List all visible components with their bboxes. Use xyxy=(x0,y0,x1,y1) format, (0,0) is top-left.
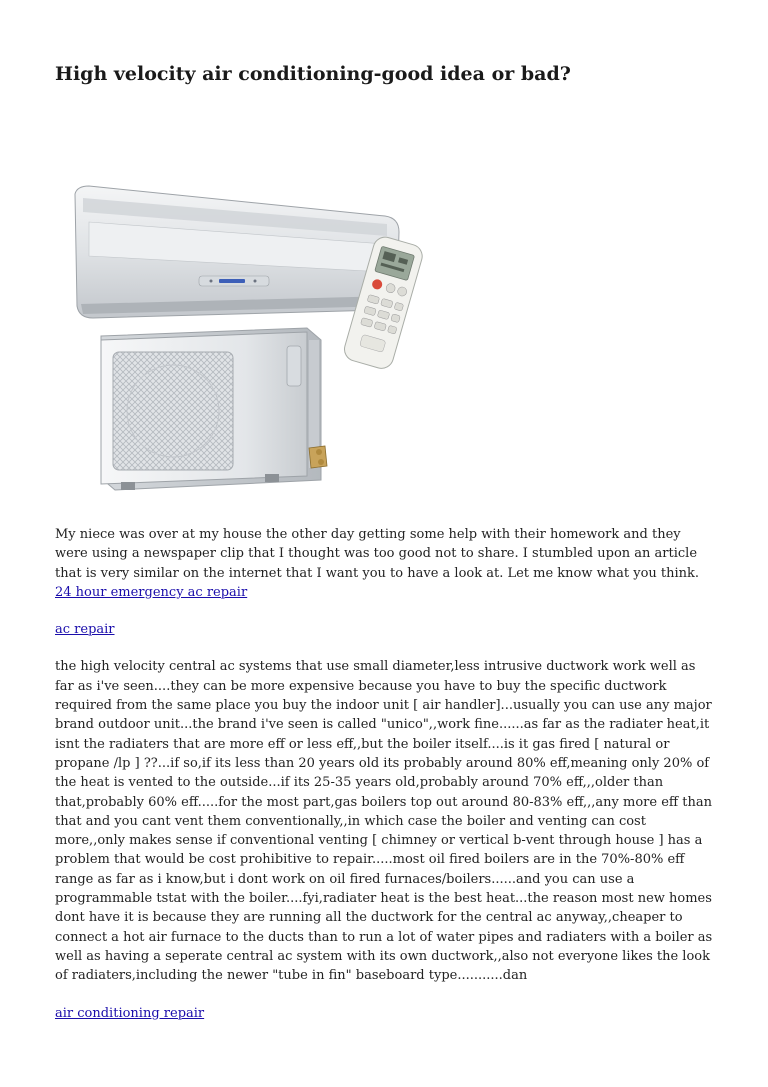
air-conditioner-image xyxy=(69,180,469,510)
intro-text: My niece was over at my house the other day getting some help with their homework and they were using a newspaper clip that I thought was too good not to share. I stumbled upon an article that is very similar on the internet that I want you to have a look at. Let me know what you think. xyxy=(55,527,700,581)
page-title: High velocity air conditioning-good idea or bad? xyxy=(55,63,571,85)
intro-paragraph xyxy=(55,525,715,602)
main-paragraph: the high velocity central ac systems that use small diameter,less intrusive ductwork work well as far as i've seen....they can be more expensive because you have to buy the specific ductwork required from the same place you buy the indoor unit [ air handler]...usually you can use any major brand outdoor unit...the brand i've seen is called "unico",,work fine......as far as the radiater heat,it isnt the radiaters that are more eff or less eff,,but the boiler itself....is it gas fired [ natural or propane /lp ] ??...if so,if its less than 20 years old its probably around 80% eff,meaning only 20% of the heat is vented to the outside...if its 25-35 years old,probably around 70% eff,,,older than that,probably 60% eff.....for the most part,gas boilers top out around 80-83% eff,,,any more eff than that and you cant vent them conventionally,,in which case the boiler and venting can cost more,,only makes sense if conventional venting [ chimney or vertical b-vent through house ] has a problem that would be cost prohibitive to repair.....most oil fired boilers are in the 70%-80% eff range as far as i know,but i dont work on oil fired furnaces/boilers......and you can use a programmable tstat with the boiler....fyi,radiater heat is the best heat...the reason most new homes dont have it is because they are running all the ductwork for the central ac anyway,,cheaper to connect a hot air furnace to the ducts than to run a lot of water pipes and radiaters with a boiler as well as having a seperate central ac system with its own ductwork,,also not everyone likes the look of radiaters,including the newer "tube in fin" baseboard type...........dan xyxy=(55,659,713,984)
ac-repair-link[interactable]: ac repair xyxy=(55,622,115,638)
article-body xyxy=(55,525,715,1041)
intro-link[interactable]: 24 hour emergency ac repair xyxy=(55,584,248,600)
split-air-conditioner-icon xyxy=(69,180,469,510)
link-paragraph-2 xyxy=(55,1004,715,1023)
air-conditioning-repair-link[interactable]: air conditioning repair xyxy=(55,1005,205,1021)
outdoor-unit xyxy=(101,328,327,490)
link-paragraph-1 xyxy=(55,620,715,639)
indoor-unit xyxy=(75,186,399,318)
